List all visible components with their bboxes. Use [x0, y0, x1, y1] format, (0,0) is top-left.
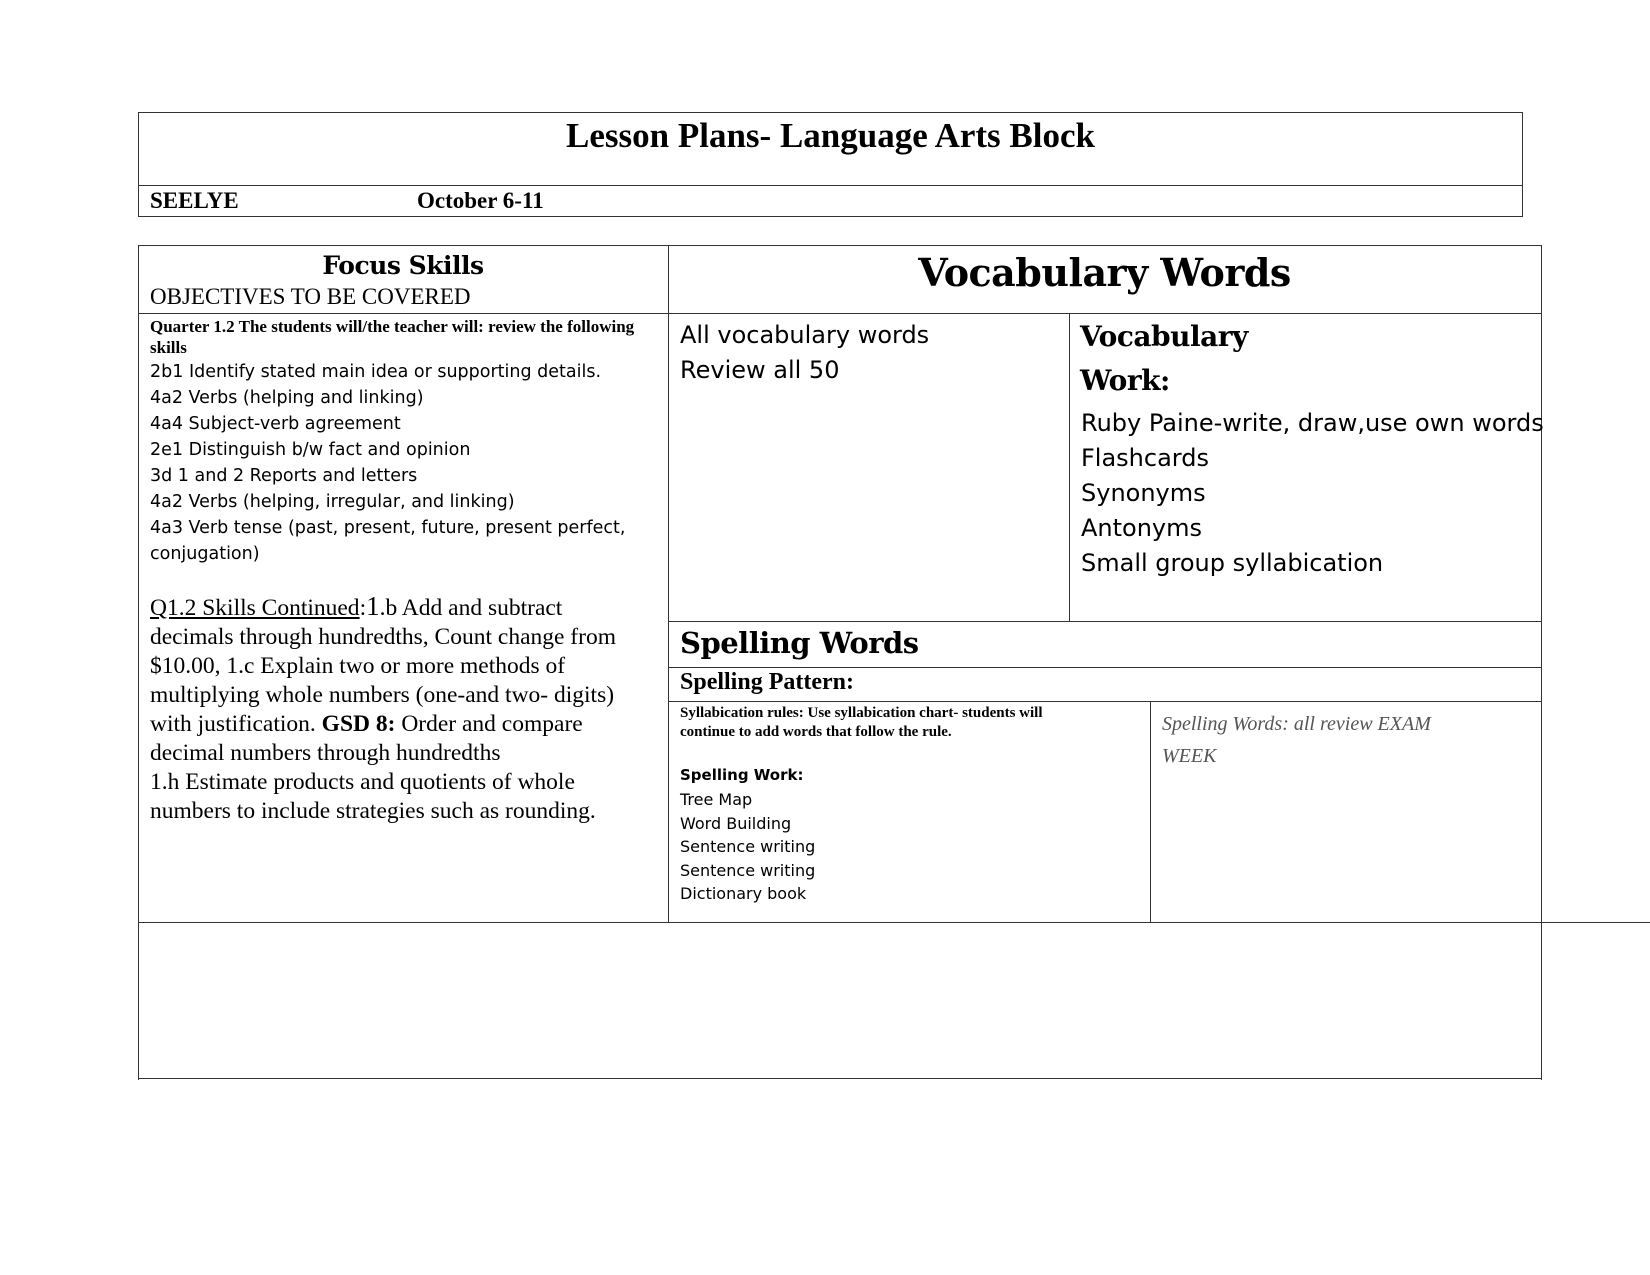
table-bottom-border	[138, 1078, 1541, 1079]
skills-list	[150, 359, 625, 567]
quarter-intro: Quarter 1.2 The students will/the teacher will: review the following skills	[150, 317, 635, 357]
spelling-work-heading: Spelling Work:	[680, 766, 804, 784]
skills-continued-line: $10.00, 1.c Explain two or more methods of	[150, 653, 566, 679]
vocabulary-work-item: Small group syllabication	[1081, 549, 1384, 577]
spelling-top-divider	[668, 621, 1541, 622]
rules-line: continue to add words that follow the rule.	[680, 724, 952, 740]
vocabulary-work-item: Antonyms	[1081, 514, 1203, 542]
skill-item: 4a2 Verbs (helping and linking)	[150, 388, 424, 408]
skill-item: 2b1 Identify stated main idea or supporting details.	[150, 362, 602, 382]
table-left-border	[138, 245, 139, 1080]
spelling-words-line: WEEK	[1162, 745, 1217, 767]
skills-continued-line: decimal numbers through hundredths	[150, 740, 501, 766]
vocab-divider	[1069, 313, 1070, 621]
skills-continued-line: Q1.2 Skills Continued:1.b Add and subtract	[150, 591, 563, 621]
column-divider	[668, 245, 669, 923]
header-row-divider	[138, 313, 1541, 314]
spelling-work-item: Word Building	[680, 813, 792, 833]
spelling-words-note	[1162, 708, 1431, 772]
focus-skills-heading: Focus Skills	[322, 251, 484, 280]
skill-item: 4a4 Subject-verb agreement	[150, 414, 401, 434]
objectives-heading: OBJECTIVES TO BE COVERED	[150, 284, 471, 309]
rules-line: Syllabication rules: Use syllabication chart- students will	[680, 705, 1043, 721]
header-divider	[138, 185, 1523, 186]
spelling-work-list	[680, 788, 815, 906]
skills-continued-line: numbers to include strategies such as rounding.	[150, 798, 596, 824]
skills-continued-line: decimals through hundredths, Count change from	[150, 624, 616, 650]
week-dates: October 6-11	[417, 188, 544, 213]
vocabulary-list-item: All vocabulary words	[680, 321, 930, 349]
skill-item: conjugation)	[150, 544, 260, 564]
page-title: Lesson Plans- Language Arts Block	[566, 116, 1095, 155]
skill-item: 3d 1 and 2 Reports and letters	[150, 466, 418, 486]
spelling-work-item: Tree Map	[680, 790, 753, 809]
spelling-heading-divider	[668, 667, 1541, 668]
teacher-name: SEELYE	[150, 188, 239, 213]
vocabulary-work-item: Ruby Paine-write, draw,use own words	[1081, 409, 1544, 437]
skill-item: 4a3 Verb tense (past, present, future, present perfect,	[150, 518, 626, 538]
skill-item: 4a2 Verbs (helping, irregular, and linking)	[150, 492, 515, 512]
vocabulary-list	[680, 318, 929, 388]
spelling-divider	[1150, 701, 1151, 923]
skills-continued-line: multiplying whole numbers (one-and two- digits)	[150, 682, 615, 708]
vocabulary-work-heading: Vocabulary	[1080, 320, 1248, 353]
vocabulary-list-item: Review all 50	[680, 356, 840, 384]
gsd-label: GSD 8:	[321, 711, 396, 737]
vocabulary-heading: Vocabulary Words	[918, 250, 1291, 295]
vocabulary-work-item: Flashcards	[1081, 444, 1209, 472]
vocabulary-work-item: Synonyms	[1081, 479, 1206, 507]
spelling-work-item: Sentence writing	[680, 860, 816, 880]
spelling-work-item: Dictionary book	[680, 884, 807, 903]
spelling-pattern-divider	[668, 701, 1541, 702]
skills-continued	[150, 592, 616, 826]
skills-continued-label: Q1.2 Skills Continued	[150, 595, 360, 621]
spelling-work-item: Sentence writing	[680, 837, 816, 856]
skills-continued-line: with justification. GSD 8: Order and compare	[150, 711, 583, 737]
skill-item: 2e1 Distinguish b/w fact and opinion	[150, 440, 471, 460]
spelling-words-line: Spelling Words: all review EXAM	[1162, 713, 1431, 735]
vocabulary-work-heading: Work:	[1080, 364, 1170, 397]
table-body-divider	[138, 922, 1650, 923]
spelling-heading: Spelling Words	[680, 626, 919, 660]
table-top-border	[138, 245, 1542, 246]
syllabication-rules	[680, 704, 1043, 742]
skills-continued-line: 1.h Estimate products and quotients of whole	[150, 769, 575, 795]
vocabulary-work-list	[1081, 406, 1544, 581]
spelling-pattern-label: Spelling Pattern:	[680, 669, 854, 695]
table-right-border	[1541, 245, 1542, 1080]
